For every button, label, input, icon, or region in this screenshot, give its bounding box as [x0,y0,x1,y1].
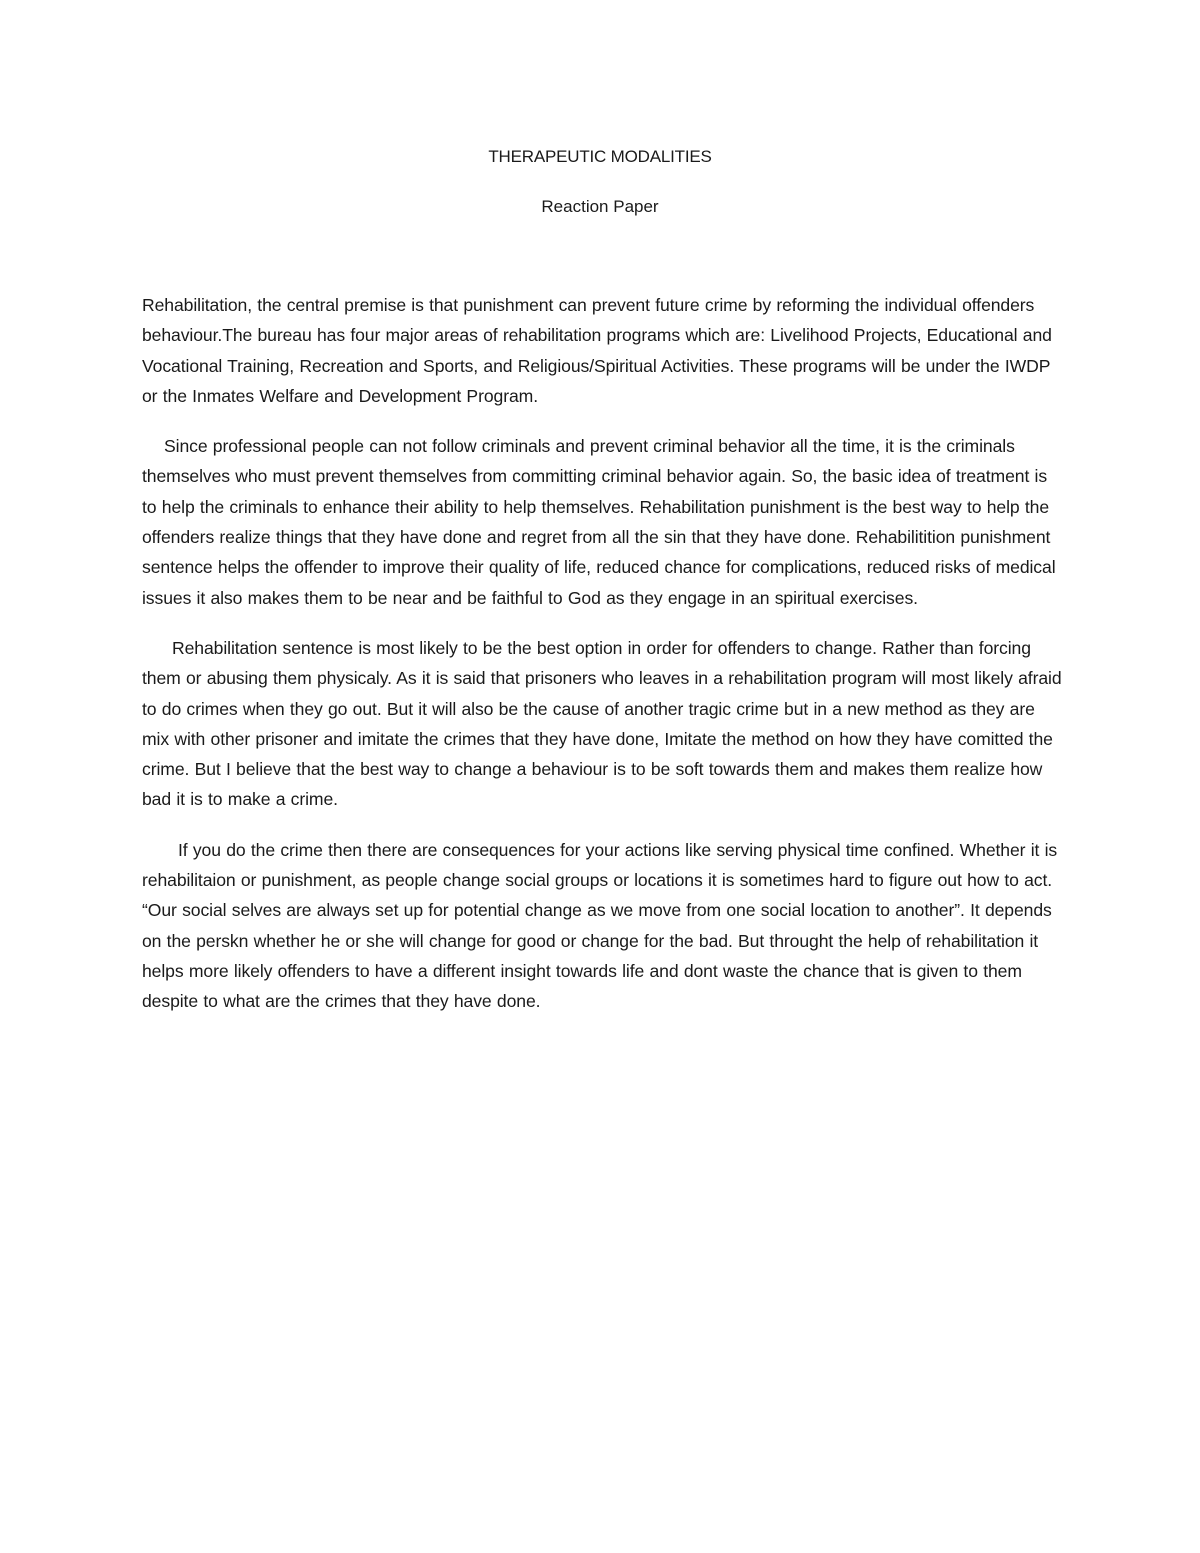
paragraph-2: Since professional people can not follow criminals and prevent criminal behavior all the time, it is the criminals themselves who must prevent themselves from committing criminal behavior again. So, the basic idea of treatment is to help the criminals to enhance their ability to help themselves. Rehabilitation punishment is the best way to help the offenders realize things that they have done and regret from all the sin that they have done. Rehabilitition punishment sentence helps the offender to improve their quality of life, reduced chance for complications, reduced risks of medical issues it also makes them to be near and be faithful to God as they engage in an spiritual exercises. [142,436,1056,608]
paragraph-4: If you do the crime then there are consequences for your actions like serving physical time confined. Whether it is rehabilitaion or punishment, as people change social groups or locations it is sometimes hard to figure out how to act. “Our social selves are always set up for potential change as we move from one social location to another”. It depends on the perskn whether he or she will change for good or change for the bad. But throught the help of rehabilitation it helps more likely offenders to have a different insight towards life and dont waste the chance that is given to them despite to what are the crimes that they have done. [142,839,1058,1012]
document-body [142,290,1062,1037]
paragraph-3: Rehabilitation sentence is most likely to be the best option in order for offenders to change. Rather than forcing them or abusing them physicaly. As it is said that prisoners who leaves in a rehabilitation program will most likely afraid to do crimes when they go out. But it will also be the cause of another tragic crime but in a new method as they are mix with other prisoner and imitate the crimes that they have done, Imitate the method on how they have comitted the crime. But I believe that the best way to change a behaviour is to be soft towards them and makes them realize how bad it is to make a crime. [142,637,1062,810]
paragraph-1: Rehabilitation, the central premise is that punishment can prevent future crime by reforming the individual offenders behaviour.The bureau has four major areas of rehabilitation programs which are: Livelihood Projects, Educational and Vocational Training, Recreation and Sports, and Religious/Spiritual Activities. These programs will be under the IWDP or the Inmates Welfare and Development Program. [142,295,1052,406]
document-subtitle: Reaction Paper [541,197,659,216]
document-title: THERAPEUTIC MODALITIES [488,147,712,166]
